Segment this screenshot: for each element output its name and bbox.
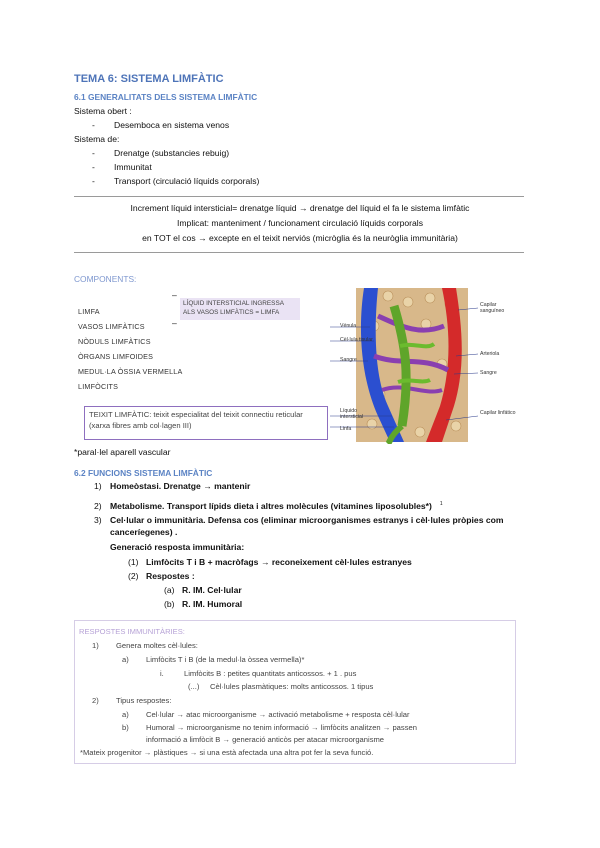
section-heading-funcions: 6.2 FUNCIONS SISTEMA LIMFÀTIC	[74, 468, 213, 478]
label-liquid: Líquido intersticial	[340, 408, 364, 420]
obert-label: Sistema obert :	[74, 106, 132, 116]
limfa-note: LÍQUID INTERSTICIAL INGRESSA ALS VASOS LIMFÀTICS = LIMFA	[183, 300, 284, 316]
components-heading: COMPONENTS:	[74, 274, 137, 284]
list-item: LIMFÒCITS	[78, 382, 119, 391]
teixit-text: TEIXIT LIMFÀTIC: teixit especialitat del teixit connectiu reticular (xarxa fibres amb col·lagen III)	[89, 410, 303, 430]
teixit-box	[84, 406, 328, 440]
resp-line-cont: informació a limfòcit B → generació anticòs per atacar microorganisme	[146, 735, 385, 744]
list-item: - Immunitat	[92, 162, 152, 172]
label-cel: Cèl·lula tisular	[340, 337, 373, 343]
divider	[74, 196, 524, 197]
resp-line: 1) Genera moltes cèl·lules:	[92, 641, 198, 650]
label-sang-right: Sangre	[480, 370, 497, 376]
gen-label: Generació resposta immunitària:	[110, 542, 245, 552]
list-item: ÒRGANS LIMFOIDES	[78, 352, 154, 361]
section-heading-generalitats: 6.1 GENERALITATS DELS SISTEMA LIMFÀTIC	[74, 92, 258, 102]
resp-line: i. Limfòcits B : petites quantitats anticossos. + 1 . pus	[160, 669, 357, 678]
page-title: TEMA 6: SISTEMA LIMFÀTIC	[74, 73, 224, 85]
label-sang-left: Sangre	[340, 357, 357, 363]
list-item: (b) R. IM. Humoral	[164, 599, 243, 609]
label-capilar-l: Capilar linfático	[480, 410, 516, 416]
resp-line: (...) Cèl·lules plasmàtiques: molts anticossos. 1 tipus	[188, 682, 374, 691]
list-item: NÒDULS LIMFÀTICS	[78, 337, 151, 346]
respostes-heading: RESPOSTES IMMUNITÀRIES:	[79, 627, 185, 636]
dash-marker: –	[172, 290, 177, 300]
list-item: - Drenatge (substancies rebuig)	[92, 148, 230, 158]
limfa-note-box	[180, 298, 300, 320]
list-item-cont: canceríegenes) .	[110, 527, 178, 537]
resp-line: b) Humoral → microorganisme no tenim informació → limfòcits analitzen → passen	[122, 723, 417, 732]
lymphatic-capillary-diagram	[330, 286, 530, 444]
note-line: Increment líquid intersticial= drenatge líquid → drenatge del líquid el fa le sistema limfàtic	[130, 203, 470, 213]
resp-line: a) Cel·lular → atac microorganisme → activació metabolisme + resposta cèl·lular	[122, 710, 410, 719]
footnote: *Mateix progenitor → plàstiques → si una està afectada una altra pot fer la seva funció.	[80, 748, 374, 757]
list-item: LIMFA	[78, 307, 100, 316]
label-arteriola: Arteriola	[480, 351, 500, 357]
label-linfa: Linfa	[340, 426, 352, 432]
resp-line: 2) Tipus respostes:	[92, 696, 172, 705]
list-item: (a) R. IM. Cel·lular	[164, 585, 242, 595]
list-item: (1) Limfòcits T i B + macròfags → reconeixement cèl·lules estranyes	[128, 557, 412, 567]
label-capilar-s: Capilar sanguíneo	[480, 302, 505, 314]
note-line: Implicat: manteniment / funcionament circulació líquids corporals	[177, 218, 423, 228]
label-venula: Vénula	[340, 323, 357, 329]
divider	[74, 252, 524, 253]
list-item: VASOS LIMFÀTICS	[78, 322, 145, 331]
list-item: 2) Metabolisme. Transport lípids dieta i altres molècules (vitamines liposolubles*) $^1$	[94, 500, 443, 511]
list-item: - Transport (circulació líquids corporals)	[92, 176, 260, 186]
dash-marker: –	[172, 318, 177, 328]
resp-line: a) Limfòcits T i B (de la medul·la òssea vermella)*	[122, 655, 305, 664]
paralel-note: *paral·lel aparell vascular	[74, 447, 171, 457]
note-line: en TOT el cos → excepte en el teixit nerviós (micròglia és la neuròglia immunitària)	[142, 233, 458, 243]
de-label: Sistema de:	[74, 134, 120, 144]
list-item: MEDUL·LA ÒSSIA VERMELLA	[78, 367, 183, 376]
list-item: 3) Cel·lular o immunitària. Defensa cos (eliminar microorganismes estranys i cèl·lules pròpies com	[94, 515, 504, 525]
list-item: - Desemboca en sistema venos	[92, 120, 230, 130]
list-item: 1) Homeòstasi. Drenatge → mantenir	[94, 481, 251, 491]
components-list	[78, 304, 182, 394]
list-item: (2) Respostes :	[128, 571, 195, 581]
